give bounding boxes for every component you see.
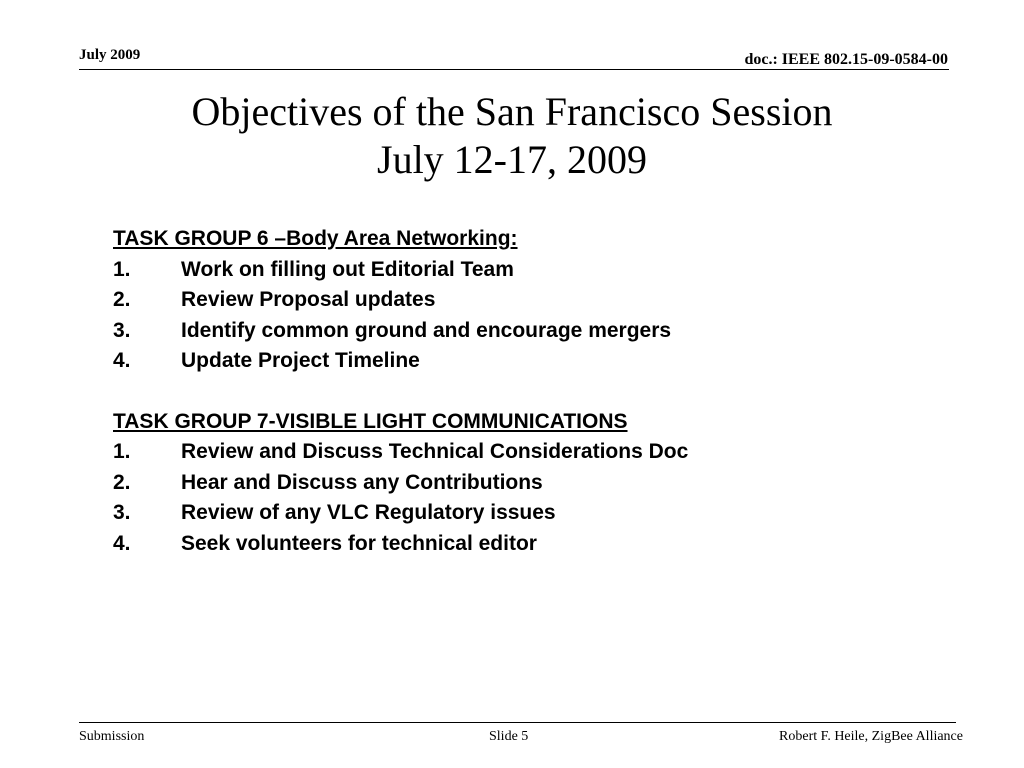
task-group-heading: TASK GROUP 7-VISIBLE LIGHT COMMUNICATIONS	[113, 409, 628, 433]
list-item-text: Identify common ground and encourage mergers	[181, 318, 672, 342]
list-item-number: 2.	[113, 288, 131, 311]
list-item-number: 4.	[113, 349, 131, 372]
header-doc-id: doc.: IEEE 802.15-09-0584-00	[744, 51, 948, 68]
list-item-number: 1.	[113, 257, 131, 281]
list-item	[113, 529, 973, 560]
list-item-text: Work on filling out Editorial Team	[181, 257, 514, 281]
footer-submission: Submission	[79, 729, 145, 744]
footer-divider	[79, 722, 956, 723]
list-item-number: 2.	[113, 470, 131, 494]
list-item-number: 3.	[113, 501, 131, 524]
list-item-text: Seek volunteers for technical editor	[181, 531, 537, 555]
list-item	[113, 255, 973, 286]
list-item-text: Review of any VLC Regulatory issues	[181, 501, 556, 524]
task-group-6	[113, 224, 973, 377]
list-item-number: 1.	[113, 440, 131, 463]
list-item-text: Review Proposal updates	[181, 288, 436, 311]
slide-body	[113, 224, 973, 559]
slide-title	[0, 88, 1024, 184]
list-item-number: 3.	[113, 318, 131, 342]
list-item	[113, 498, 973, 529]
header-date: July 2009	[79, 47, 141, 63]
list-item	[113, 437, 973, 468]
task-group-7	[113, 407, 973, 560]
task-group-heading: TASK GROUP 6 –Body Area Networking:	[113, 227, 518, 250]
footer-author: Robert F. Heile, ZigBee Alliance	[779, 729, 963, 744]
list-item-text: Review and Discuss Technical Considerations Doc	[181, 440, 689, 463]
slide-title-line-1: Objectives of the San Francisco Session	[191, 89, 833, 134]
list-item	[113, 285, 973, 316]
list-item	[113, 468, 973, 499]
list-item	[113, 316, 973, 347]
list-item-number: 4.	[113, 531, 131, 555]
footer-slide-number: Slide 5	[489, 729, 529, 744]
slide-title-line-2: July 12-17, 2009	[377, 137, 647, 182]
list-item-text: Update Project Timeline	[181, 349, 420, 372]
header-divider	[79, 69, 949, 70]
list-item	[113, 346, 973, 377]
list-item-text: Hear and Discuss any Contributions	[181, 470, 543, 494]
